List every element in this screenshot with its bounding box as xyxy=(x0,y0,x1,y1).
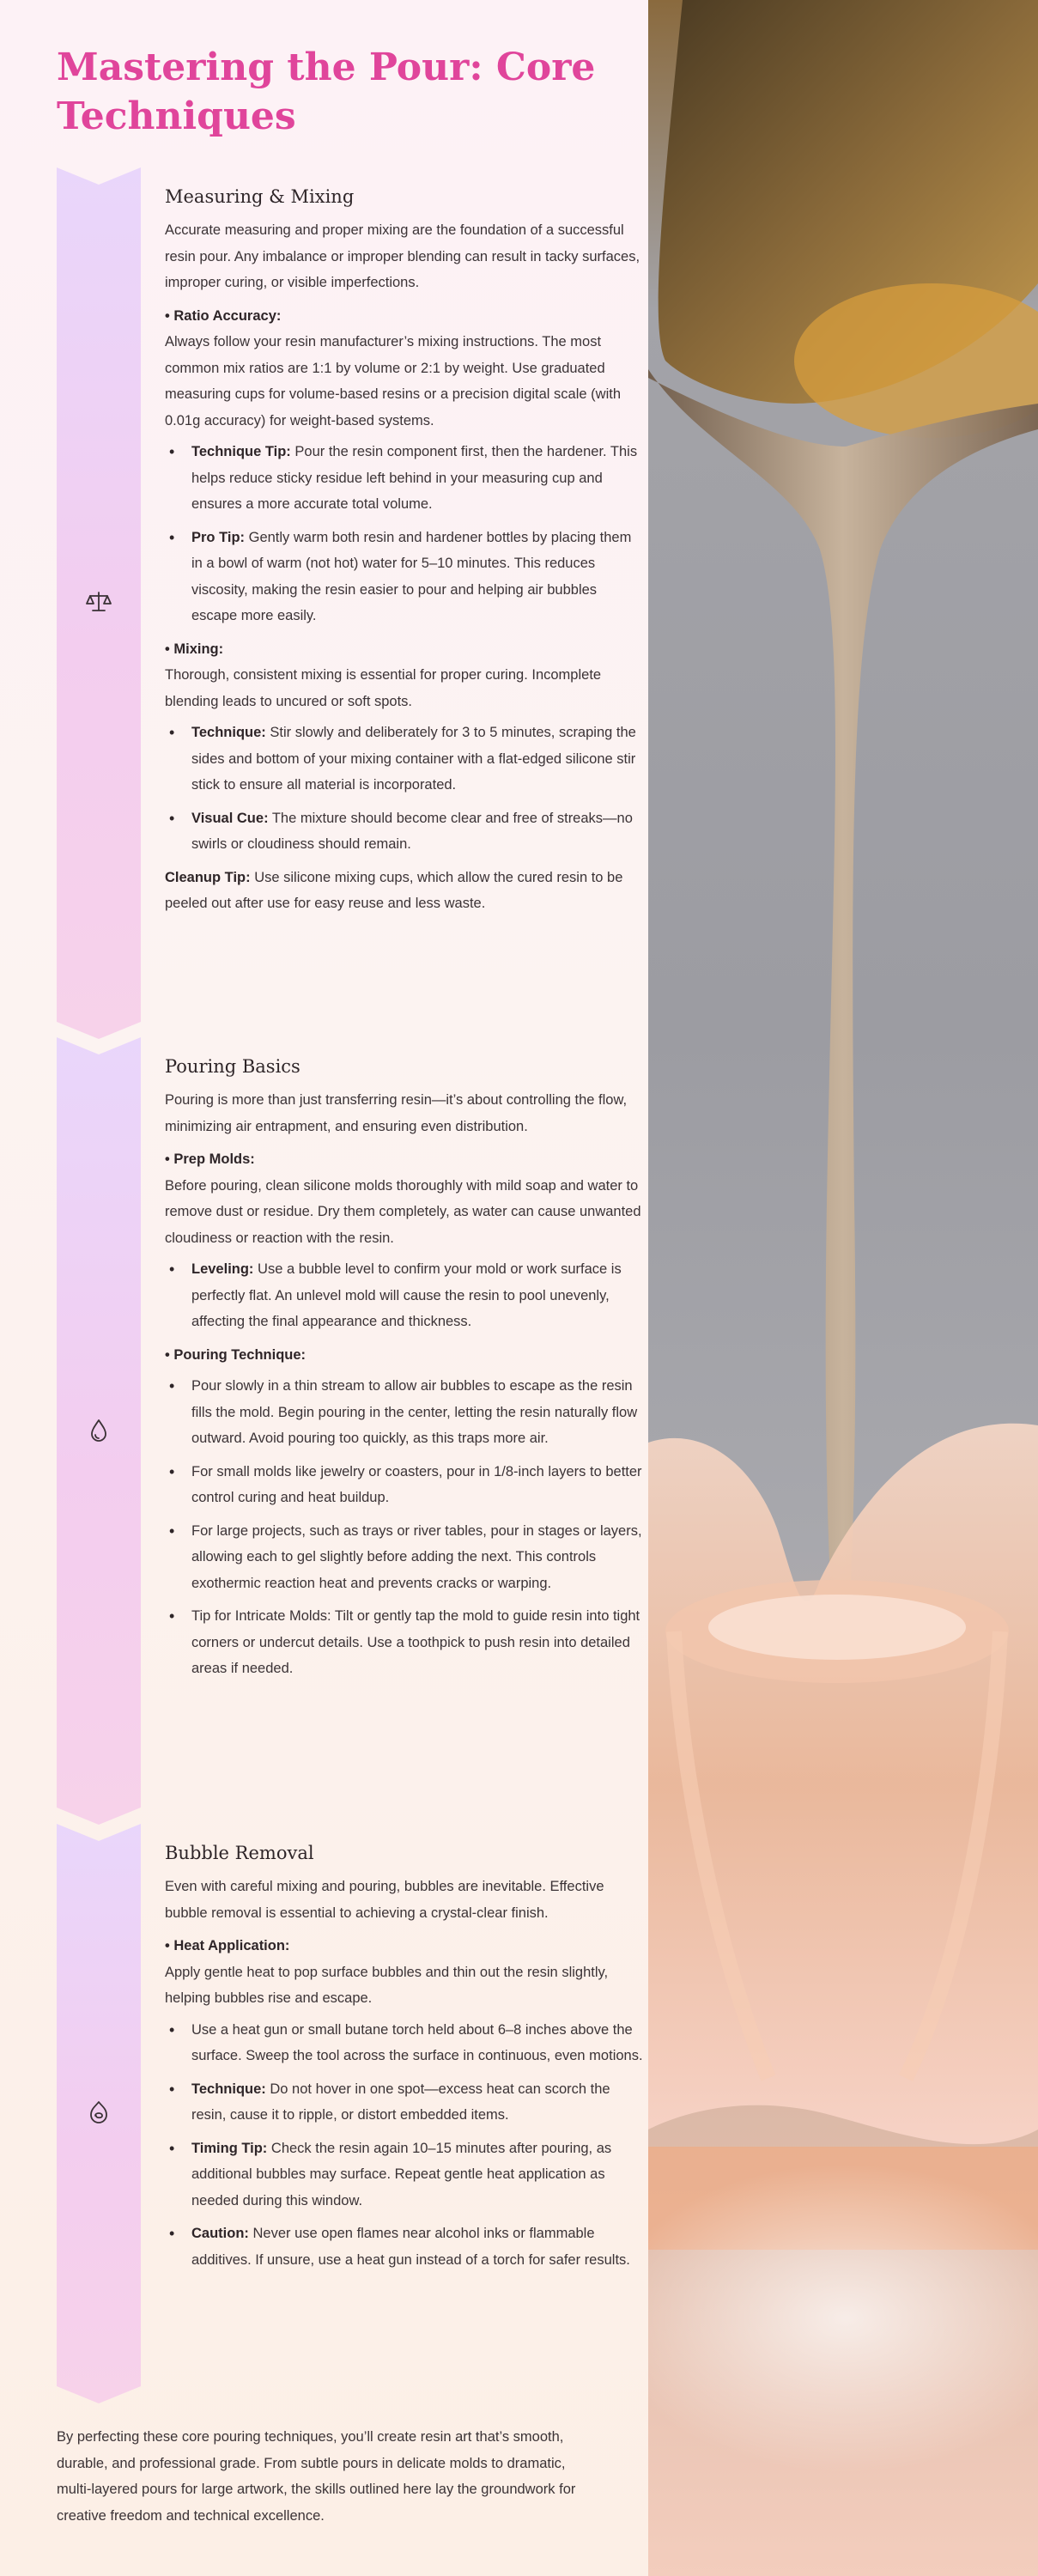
subheading-mixing: • Mixing: xyxy=(165,641,224,657)
list-item: • Timing Tip: Check the resin again 10–15 minutes after pouring, as additional bubbles may surface. Repeat gentle heat application as needed during this window. xyxy=(165,2136,646,2215)
section-intro: Even with careful mixing and pouring, bubbles are inevitable. Effective bubble removal is essential to achieving a crystal-clear finish. xyxy=(165,1879,604,1921)
bubbles-icon xyxy=(85,2099,112,2126)
list-item: • For small molds like jewelry or coasters, pour in 1/8-inch layers to better control curing and heat buildup. xyxy=(165,1459,646,1511)
section-measuring-mixing xyxy=(57,167,640,1039)
section-intro: Pouring is more than just transferring resin—it’s about controlling the flow, minimizing air entrapment, and ensuring even distribution. xyxy=(165,1092,628,1134)
list-item: • Technique Tip: Pour the resin component first, then the hardener. This helps reduce sticky residue left behind in your measuring cup and ensures a more accurate total volume. xyxy=(165,439,646,518)
subheading-ratio-accuracy: • Ratio Accuracy: xyxy=(165,307,282,324)
section-content xyxy=(165,185,646,924)
subheading-heat-application: • Heat Application: xyxy=(165,1938,290,1953)
section-ribbon xyxy=(57,1037,141,1825)
list-item: • Pro Tip: Gently warm both resin and hardener bottles by placing them in a bowl of warm (not hot) water for 5–10 minutes. This reduces viscosity, making the resin easier to pour and helping air bubbles escape more easily. xyxy=(165,525,646,629)
section-content xyxy=(165,1054,646,1689)
subheading-prep-molds: • Prep Molds: xyxy=(165,1151,255,1167)
heat-tips-list xyxy=(165,2017,646,2274)
resin-pour-photo xyxy=(648,0,1038,2576)
list-item: • For large projects, such as trays or river tables, pour in stages or layers, allowing each to gel slightly before adding the next. This controls exothermic reaction heat and prevents cracks or warping. xyxy=(165,1518,646,1597)
section-bubble-removal xyxy=(57,1824,643,2403)
scale-icon xyxy=(85,588,112,616)
section-intro: Accurate measuring and proper mixing are the foundation of a successful resin pour. Any imbalance or improper blending can result in tacky surfaces, improper curing, or visible imperfections. xyxy=(165,222,640,290)
list-item: • Leveling: Use a bubble level to confirm your mold or work surface is perfectly flat. An unlevel mold will cause the resin to pool unevenly, affecting the final appearance and thickness. xyxy=(165,1256,646,1335)
list-item: • Technique: Stir slowly and deliberately for 3 to 5 minutes, scraping the sides and bottom of your mixing container with a flat-edged silicone stir stick to ensure all material is incorporated. xyxy=(165,720,646,799)
list-item: • Tip for Intricate Molds: Tilt or gently tap the mold to guide resin into tight corners or undercut details. Use a toothpick to push resin into detailed areas if needed. xyxy=(165,1603,646,1682)
section-ribbon xyxy=(57,167,141,1039)
page-title: Mastering the Pour: Core Techniques xyxy=(57,46,596,138)
list-item: • Technique: Do not hover in one spot—excess heat can scorch the resin, cause it to ripple, or distort embedded items. xyxy=(165,2076,646,2129)
section-heading: Pouring Basics xyxy=(165,1056,300,1077)
heat-text: Apply gentle heat to pop surface bubbles and thin out the resin slightly, helping bubbles rise and escape. xyxy=(165,1964,609,2006)
ratio-tips-list xyxy=(165,439,646,629)
section-heading: Measuring & Mixing xyxy=(165,186,355,207)
section-ribbon xyxy=(57,1824,141,2403)
list-item: • Visual Cue: The mixture should become clear and free of streaks—no swirls or cloudiness should remain. xyxy=(165,805,646,858)
section-heading: Bubble Removal xyxy=(165,1843,314,1863)
cleanup-tip: Cleanup Tip: Use silicone mixing cups, which allow the cured resin to be peeled out after use for easy reuse and less waste. xyxy=(165,869,623,911)
section-content xyxy=(165,1841,646,2280)
mixing-text: Thorough, consistent mixing is essential for proper curing. Incomplete blending leads to uncured or soft spots. xyxy=(165,667,602,709)
closing-paragraph: By perfecting these core pouring techniques, you’ll create resin art that’s smooth, durable, and professional grade. From subtle pours in delicate molds to dramatic, multi-layered pours for large artwork, the skills outlined here lay the groundwork for creative freedom and technical excellence. xyxy=(57,2429,576,2524)
pouring-technique-list xyxy=(165,1373,646,1682)
section-pouring-basics xyxy=(57,1037,642,1825)
list-item: • Pour slowly in a thin stream to allow air bubbles to escape as the resin fills the mold. Begin pouring in the center, letting the resin naturally flow outward. Avoid pouring too quickly, as this traps more air. xyxy=(165,1373,646,1452)
subheading-pouring-technique: • Pouring Technique: xyxy=(165,1346,307,1363)
mixing-tips-list xyxy=(165,720,646,858)
list-item: • Caution: Never use open flames near alcohol inks or flammable additives. If unsure, use a heat gun instead of a torch for safer results. xyxy=(165,2221,646,2273)
resin-pour-illustration xyxy=(648,0,1038,2576)
ratio-text: Always follow your resin manufacturer’s mixing instructions. The most common mix ratios are 1:1 by volume or 2:1 by weight. Use graduated measuring cups for volume-based resins or a precision digital scale (with 0.01g accuracy) for weight-based systems. xyxy=(165,334,621,428)
prep-tips-list xyxy=(165,1256,646,1335)
prep-text: Before pouring, clean silicone molds thoroughly with mild soap and water to remove dust or residue. Dry them completely, as water can cause unwanted cloudiness or reaction with the resin. xyxy=(165,1177,641,1246)
list-item: • Use a heat gun or small butane torch held about 6–8 inches above the surface. Sweep the tool across the surface in continuous, even motions. xyxy=(165,2017,646,2069)
droplet-icon xyxy=(85,1417,112,1444)
